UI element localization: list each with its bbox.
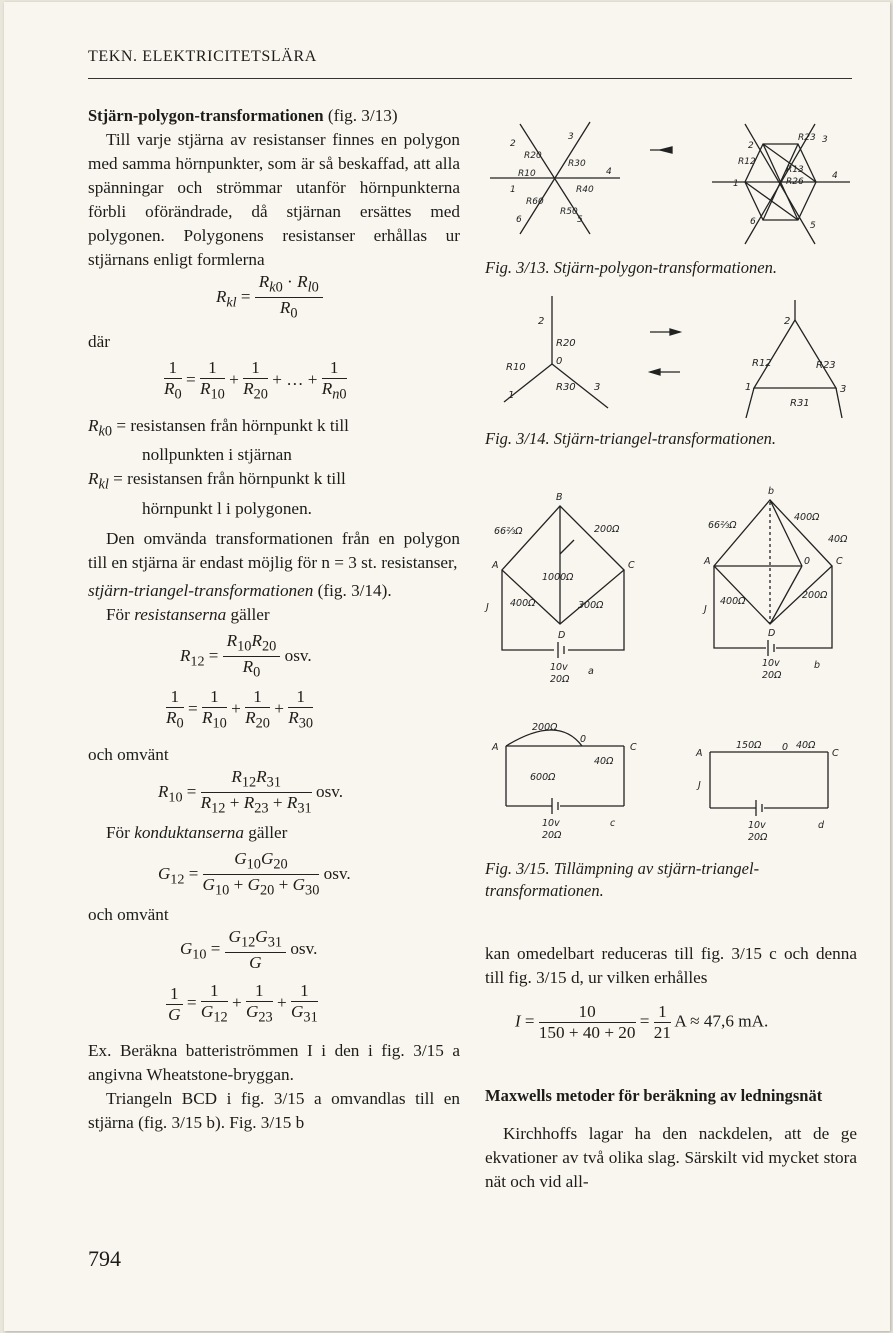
och-omvant-2: och omvänt <box>88 904 169 924</box>
svg-text:6: 6 <box>750 217 756 227</box>
definition-rk0: $R_{k0}$ = resistansen från hörnpunkt k till <box>88 416 349 440</box>
svg-text:R40: R40 <box>576 185 594 195</box>
svg-text:1: 1 <box>745 382 752 393</box>
formula-r0-three: $\frac{1}{R_0}$ = $\frac{1}{R_{10}}$ + $\frac{1}{R_{20}}$ + $\frac{1}{R_{30}}$ <box>166 686 314 732</box>
svg-text:R10: R10 <box>506 362 526 373</box>
svg-text:B: B <box>556 492 563 503</box>
svg-text:R30: R30 <box>556 382 576 393</box>
svg-text:J: J <box>704 604 707 615</box>
example-paragraph: Ex. Beräkna batteriströmmen I i den i fig. 3/15 a angivna Wheatstone-bryggan. <box>88 1040 460 1084</box>
svg-text:4: 4 <box>832 171 838 181</box>
formula-current: I = $\frac{10}{150 + 40 + 20}$ = $\frac{1}{21}$ A ≈ 47,6 mA. <box>515 1002 769 1042</box>
svg-text:A: A <box>492 742 499 753</box>
fig15c-batt-v: 10v <box>542 818 560 829</box>
svg-text:1: 1 <box>508 390 515 401</box>
svg-text:C: C <box>836 556 843 567</box>
section-heading: Stjärn-polygon-transformationen (fig. 3/13) <box>88 106 398 125</box>
fig15d-batt-r: 20Ω <box>748 832 768 843</box>
svg-text:R23: R23 <box>816 360 836 371</box>
triangle-paragraph: Triangeln BCD i fig. 3/15 a omvandlas till en stjärna (fig. 3/15 b). Fig. 3/15 b <box>88 1088 460 1132</box>
fig15a-batt-r: 20Ω <box>550 674 570 685</box>
fig15a-tag: a <box>588 666 594 677</box>
fig15a-r2: 200Ω <box>594 524 620 535</box>
fig15d-r2: 40Ω <box>796 740 816 751</box>
formula-g10: $G_{10}$ = $\frac{G_{12}G_{31}}{G}$ osv. <box>180 926 318 973</box>
right-column <box>485 942 857 1194</box>
fig15a-r3: 1000Ω <box>542 572 574 583</box>
caption-fig-3-13: Fig. 3/13. Stjärn-polygon-transformationen. <box>485 258 777 277</box>
svg-text:R13: R13 <box>786 165 804 175</box>
svg-text:R60: R60 <box>526 197 544 207</box>
fig15a-batt-v: 10v <box>550 662 568 673</box>
fig15a-r1: 66⅔Ω <box>494 526 523 537</box>
maxwell-heading: Maxwells metoder för beräkning av ledningsnät <box>485 1086 823 1105</box>
for-conductances-line: För konduktanserna gäller <box>106 822 288 842</box>
formula-r0-sum: $\frac{1}{R_0}$ = $\frac{1}{R_{10}}$ + $\frac{1}{R_{20}}$ + … + $\frac{1}{R_{n0}}$ <box>164 358 347 403</box>
svg-text:2: 2 <box>538 316 545 327</box>
fig15b-r1: 66⅔Ω <box>708 520 737 531</box>
running-header: TEKN. ELEKTRICITETSLÄRA <box>88 48 317 65</box>
svg-text:3: 3 <box>822 135 828 145</box>
svg-text:1: 1 <box>510 185 516 195</box>
svg-text:A: A <box>492 560 499 571</box>
svg-text:4: 4 <box>606 167 612 177</box>
fig15d-batt-v: 10v <box>748 820 766 831</box>
svg-text:R10: R10 <box>518 169 536 179</box>
definition-rk0-cont: nollpunkten i stjärnan <box>142 445 292 465</box>
svg-text:3: 3 <box>594 382 601 393</box>
svg-text:J: J <box>486 602 489 613</box>
fig15b-r4: 400Ω <box>720 596 746 607</box>
reduce-paragraph: kan omedelbart reduceras till fig. 3/15 c och denna till fig. 3/15 d, ur vilken erhålles <box>485 944 857 987</box>
fig15b-tag: b <box>814 660 821 671</box>
svg-text:R26: R26 <box>786 177 804 187</box>
formula-g12: $G_{12}$ = $\frac{G_{10}G_{20}}{G_{10} + G_{20} + G_{30}}$ osv. <box>158 848 351 899</box>
caption-fig-3-14: Fig. 3/14. Stjärn-triangel-transformationen. <box>485 429 777 448</box>
figure-3-15 <box>484 484 864 844</box>
svg-text:2: 2 <box>748 141 754 151</box>
formula-r10: $R_{10}$ = $\frac{R_{12}R_{31}}{R_{12} + R_{23} + R_{31}}$ osv. <box>158 766 344 817</box>
svg-text:R20: R20 <box>556 338 576 349</box>
fig15c-batt-r: 20Ω <box>542 830 562 841</box>
for-resistances-line: För resistanserna gäller <box>106 604 270 624</box>
caption-fig-3-15: Fig. 3/15. Tillämpning av stjärn-triangel-transformationen. <box>485 859 760 900</box>
converse-paragraph: Den omvända transformationen från en polygon till en stjärna är endast möjlig för n = 3 st. resistanser, <box>88 528 460 572</box>
fig15b-r5: 200Ω <box>802 590 828 601</box>
left-column <box>88 104 460 1135</box>
fig15b-r3: 40Ω <box>828 534 848 545</box>
svg-text:C: C <box>832 748 839 759</box>
svg-text:R20: R20 <box>524 151 542 161</box>
fig15b-r2: 400Ω <box>794 512 820 523</box>
svg-text:A: A <box>704 556 711 567</box>
fig15d-tag: d <box>818 820 825 831</box>
fig15c-tag: c <box>610 818 616 829</box>
svg-text:0: 0 <box>580 734 587 745</box>
fig15c-r3: 600Ω <box>530 772 556 783</box>
svg-text:5: 5 <box>577 215 583 225</box>
svg-text:0: 0 <box>556 356 563 367</box>
page-number: 794 <box>88 1246 121 1271</box>
fig15b-batt-r: 20Ω <box>762 670 782 681</box>
svg-text:5: 5 <box>810 221 816 231</box>
svg-text:R31: R31 <box>790 398 810 409</box>
svg-text:C: C <box>630 742 637 753</box>
svg-text:C: C <box>628 560 635 571</box>
svg-text:2: 2 <box>510 139 516 149</box>
svg-text:0: 0 <box>804 556 811 567</box>
svg-text:1: 1 <box>733 179 739 189</box>
svg-text:R23: R23 <box>798 133 816 143</box>
triangle-transform-line: stjärn-triangel-transformationen (fig. 3/14). <box>88 580 392 600</box>
svg-text:J: J <box>698 780 701 791</box>
formula-rkl: $R_{kl}$ = $\frac{R_{k0} \cdot R_{l0}}{R_0}$ <box>216 272 460 330</box>
formula-g-sum: $\frac{1}{G}$ = $\frac{1}{G_{12}}$ + $\frac{1}{G_{23}}$ + $\frac{1}{G_{31}}$ <box>166 981 460 1039</box>
svg-text:R30: R30 <box>568 159 586 169</box>
fig15c-r1: 200Ω <box>532 722 558 733</box>
fig15b-batt-v: 10v <box>762 658 780 669</box>
och-omvant-1: och omvänt <box>88 744 169 764</box>
definition-rkl-cont: hörnpunkt l i polygonen. <box>142 498 312 518</box>
svg-text:R50: R50 <box>560 207 578 217</box>
fig15a-r4: 400Ω <box>510 598 536 609</box>
kirchhoff-paragraph: Kirchhoffs lagar ha den nackdelen, att de ge ekvationer av två olika slag. Särskilt vid mycket stora nät och vid all- <box>485 1124 857 1191</box>
svg-text:A: A <box>696 748 703 759</box>
dar-label: där <box>88 332 110 351</box>
intro-paragraph: Till varje stjärna av resistanser finnes en polygon med samma hörnpunkter, som är så beskaffad, att alla spänningar och strömmar utanför hörnpunkterna förbli oförändrade, då stjärnan ersättes med polygonen. Polygonens resistanser erhållas ur stjärnans enligt formlerna <box>88 130 460 269</box>
svg-text:R12: R12 <box>738 157 756 167</box>
svg-text:2: 2 <box>784 316 791 327</box>
fig15a-r5: 300Ω <box>578 600 604 611</box>
svg-text:0: 0 <box>782 742 789 753</box>
svg-text:b: b <box>768 486 775 497</box>
svg-text:D: D <box>558 630 566 641</box>
header-rule <box>88 78 852 79</box>
fig15c-r2: 40Ω <box>594 756 614 767</box>
figure-3-13 <box>480 114 860 254</box>
svg-text:6: 6 <box>516 215 522 225</box>
definition-rkl: $R_{kl}$ = resistansen från hörnpunkt k till <box>88 469 346 493</box>
formula-r12: $R_{12}$ = $\frac{R_{10}R_{20}}{R_0}$ osv. <box>180 630 312 681</box>
page <box>4 2 890 1331</box>
svg-text:3: 3 <box>840 384 847 395</box>
figure-3-14 <box>490 290 860 425</box>
svg-text:D: D <box>768 628 776 639</box>
fig15d-r1: 150Ω <box>736 740 762 751</box>
svg-text:3: 3 <box>568 132 574 142</box>
svg-text:R12: R12 <box>752 358 772 369</box>
